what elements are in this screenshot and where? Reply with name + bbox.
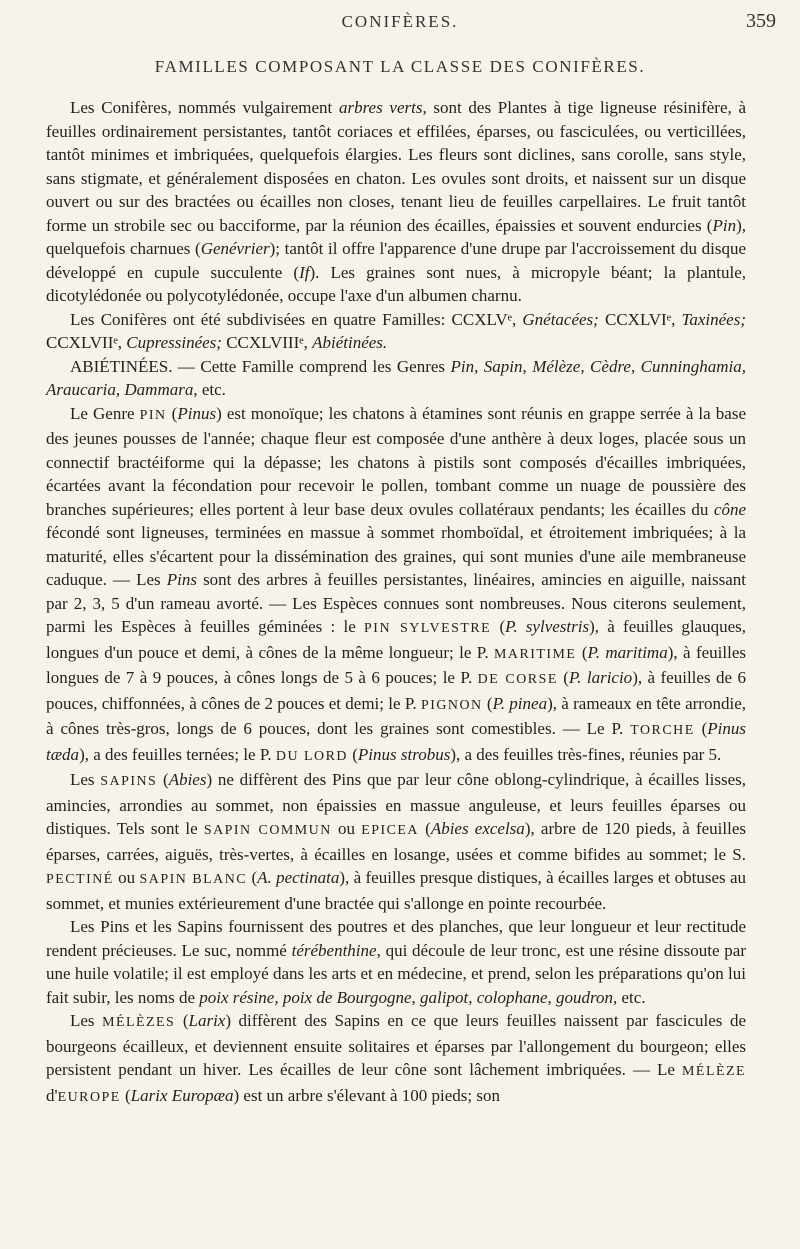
paragraph-conifer-description <box>46 96 746 308</box>
text-run: ou <box>113 868 140 887</box>
text-run: ), à feuilles glauques, longues d'un pouce et demi, à cônes de la même longueur; le P. <box>46 617 747 662</box>
running-head: CONIFÈRES. <box>341 12 459 31</box>
text-run: ), a des feuilles très-fines, réunies par 5. <box>450 744 722 764</box>
text-run: ( <box>557 668 569 687</box>
text-run: ( <box>247 868 258 887</box>
text-run: ), a des feuilles ternées; le P. <box>79 744 276 764</box>
text-run: ( <box>694 719 708 738</box>
italic-term: poix résine, poix de Bourgogne, galipot, colophane, goudron, <box>199 987 618 1007</box>
small-caps-term: SAPIN BLANC <box>139 872 248 887</box>
text-run: d' <box>46 1085 58 1105</box>
italic-term: P. sylvestris <box>505 617 590 636</box>
italic-term: arbres verts <box>338 98 423 117</box>
text-run: ( <box>576 642 588 662</box>
text-run: etc. <box>617 987 646 1007</box>
text-run: CCXLVIIᵉ, <box>46 333 127 352</box>
italic-term: If <box>299 262 310 282</box>
italic-term: Genévrier <box>200 239 270 258</box>
text-run: etc. <box>197 380 226 399</box>
paragraph-melezes <box>46 1009 746 1109</box>
text-run: CCXLVIIIᵉ, <box>221 333 313 352</box>
italic-term: Pinus tæda <box>46 719 747 764</box>
italic-term: Gnétacées; <box>522 309 599 329</box>
page-number: 359 <box>746 10 776 32</box>
text-run: ); tantôt il offre l'apparence d'une drupe par l'accroissement du disque développé en cupule succulente ( <box>46 239 746 282</box>
italic-term: Larix <box>188 1011 226 1030</box>
italic-term: Taxinées; <box>681 309 746 329</box>
text-run: fécondé sont ligneuses, terminées en massue à sommet rhomboïdal, et étroitement imbriquées; à la maturité, elles s'écartent pour la dissémination des graines, qui sont munies d'une aile membraneuse caduque. — Les <box>46 523 746 589</box>
italic-term: térébenthine <box>291 940 377 960</box>
italic-term: Abies <box>168 770 207 789</box>
small-caps-term: DE CORSE <box>477 672 558 687</box>
text-run: ( <box>157 770 169 789</box>
text-run: ). Les graines sont nues, à micropyle béant; la plantule, dicotylédonée ou polycotylédonée, occupe l'axe d'un albumen charnu. <box>46 262 746 305</box>
text-run: ( <box>120 1085 131 1105</box>
text-run: ), à feuilles longues de 7 à 9 pouces, à cônes longs de 5 à 6 pouces; le P. <box>46 642 746 687</box>
italic-term: Abies excelsa <box>430 819 525 838</box>
small-caps-term: SAPINS <box>100 774 158 789</box>
text-run: Les <box>70 770 101 789</box>
text-run: ( <box>175 1011 189 1030</box>
text-run: Les Conifères ont été subdivisées en quatre Familles: CCXLVᵉ, <box>70 309 523 329</box>
italic-term: P. pinea <box>492 693 548 713</box>
italic-term: Abiétinées. <box>312 333 388 352</box>
paragraph-uses <box>46 915 746 1009</box>
paragraph-pin <box>46 402 746 769</box>
paragraph-abietinees <box>46 355 746 402</box>
text-run: ) diffèrent des Sapins en ce que leurs feuilles naissent par fascicules de bourgeons écailleux, et deviennent ensuite solitaires et éparses par l'allongement du bourgeon; elles persistent pendant un hiver. Les écailles de leur cône sont lâchement imbriquées. — Le <box>46 1011 746 1079</box>
small-caps-term: SAPIN COMMUN <box>203 823 332 838</box>
text-run: ), à rameaux en tête arrondie, à cônes très-gros, longs de 6 pouces, dont les graines sont comestibles. — Le P. <box>46 693 746 738</box>
text-run: ( <box>166 403 178 423</box>
small-caps-term: MARITIME <box>493 646 577 662</box>
italic-term: Cupressinées; <box>126 333 222 352</box>
italic-term: P. laricio <box>568 668 633 687</box>
text-run: ) est monoïque; les chatons à étamines sont réunis en grappe serrée à la base des jeunes pousses de l'année; chaque fleur est composée d'une anthère à deux loges, placée sous un connectif bractéiforme qui la dépasse; les chatons à pistils sont composés d'écailles imbriquées, écartées avant la fécondation pour recevoir le pollen, tombant comme un nuage de poussière des branches supérieures; elles portent à leur base deux ovules collatéraux pendants; les écailles du <box>46 403 746 519</box>
small-caps-term: EPICEA <box>361 823 419 838</box>
text-run: ( <box>482 693 493 713</box>
text-run: , qui découle de leur tronc, est une résine dissoute par une huile volatile; il est employé dans les arts et en médecine, et prend, selon les préparations qu'on lui fait subir, les noms de <box>46 940 747 1007</box>
text-run: Les Conifères, nommés vulgairement <box>70 98 339 117</box>
text-run: sont des arbres à feuilles persistantes, linéaires, amincies en aiguille, naissant par 2, 3, 5 d'un rameau avorté. — Les Espèces connues sont nombreuses. Nous citerons seulement, parmi les Espèces à feuilles géminées : le <box>46 570 747 636</box>
body-text <box>46 96 746 1109</box>
text-run: ), quelquefois charnues ( <box>46 215 746 258</box>
italic-term: cône <box>713 499 746 519</box>
paragraph-families <box>46 308 746 355</box>
text-run: ), arbre de 120 pieds, à feuilles éparses, carrées, aiguës, très-vertes, à écailles en losange, usées et comme bifides au sommet; le S. <box>46 819 747 864</box>
text-run: CCXLVIᵉ, <box>598 309 682 329</box>
small-caps-term: PIGNON <box>420 697 483 713</box>
italic-term: A. pectinata <box>257 868 340 887</box>
text-run: ABIÉTINÉES. — Cette Famille comprend les Genres <box>70 356 451 376</box>
small-caps-term: MÉLÈZES <box>102 1015 176 1030</box>
text-run: ( <box>347 744 358 764</box>
italic-term: Pinus <box>177 403 217 423</box>
text-run: ) est un arbre s'élevant à 100 pieds; son <box>233 1085 501 1105</box>
small-caps-term: PIN SYLVESTRE <box>364 621 492 636</box>
italic-term: P. maritima <box>587 642 668 662</box>
text-run: ), à feuilles de 6 pouces, chiffonnées, à cônes de 2 pouces et demi; le P. <box>46 668 746 713</box>
text-run: Le Genre <box>70 403 140 423</box>
small-caps-term: MÉLÈZE <box>682 1064 746 1079</box>
text-run: ) ne diffèrent des Pins que par leur cône oblong-cylindrique, à écailles lisses, amincies, arrondies au sommet, non épaissies en massue anguleuse, et leurs feuilles éparses ou distiques. Tels sont le <box>46 770 746 838</box>
italic-term: Pin, Sapin, Mélèze, Cèdre, Cunninghamia, Araucaria, Dammara, <box>46 356 746 399</box>
text-run: ou <box>331 819 362 838</box>
text-run: ( <box>491 617 506 636</box>
italic-term: Pins <box>166 570 197 589</box>
small-caps-term: PIN <box>139 407 167 423</box>
text-run: ( <box>418 819 431 838</box>
small-caps-term: EUROPE <box>57 1089 121 1105</box>
small-caps-term: PECTINÉ <box>46 872 114 887</box>
italic-term: Pin <box>712 215 737 235</box>
small-caps-term: TORCHE <box>630 723 695 738</box>
italic-term: Pinus strobus <box>357 744 451 764</box>
text-run: Les Pins et les Sapins fournissent des poutres et des planches, que leur longueur et leur rectitude rendent précieuses. Le suc, nommé <box>46 917 746 960</box>
paragraph-sapins <box>46 768 746 915</box>
text-run: , sont des Plantes à tige ligneuse résinifère, à feuilles ordinairement persistantes, tantôt coriaces et effilées, éparses, ou fasciculées, ou verticillées, tantôt minimes et imbriquées, quelquefois élargies. Les fleurs sont diclines, sans corolle, sans style, sans stigmate, et généralement disposées en chaton. Les ovules sont droits, et naissent sur un disque ouvert ou sur des bractées ou écailles non closes, tenant lieu de feuilles carpellaires. Le fruit tantôt forme un strobile sec ou bacciforme, par la réunion des écailles, épaissies et souvent endurcies ( <box>46 98 746 235</box>
small-caps-term: DU LORD <box>275 748 348 764</box>
text-run: ), à feuilles presque distiques, à écailles larges et obtuses au sommet, et munies extérieurement d'une bractée qui s'allonge en pointe recourbée. <box>46 868 746 913</box>
text-run: Les <box>70 1011 103 1030</box>
italic-term: Larix Europæa <box>130 1085 234 1105</box>
section-title: FAMILLES COMPOSANT LA CLASSE DES CONIFÈRES. <box>154 57 646 76</box>
